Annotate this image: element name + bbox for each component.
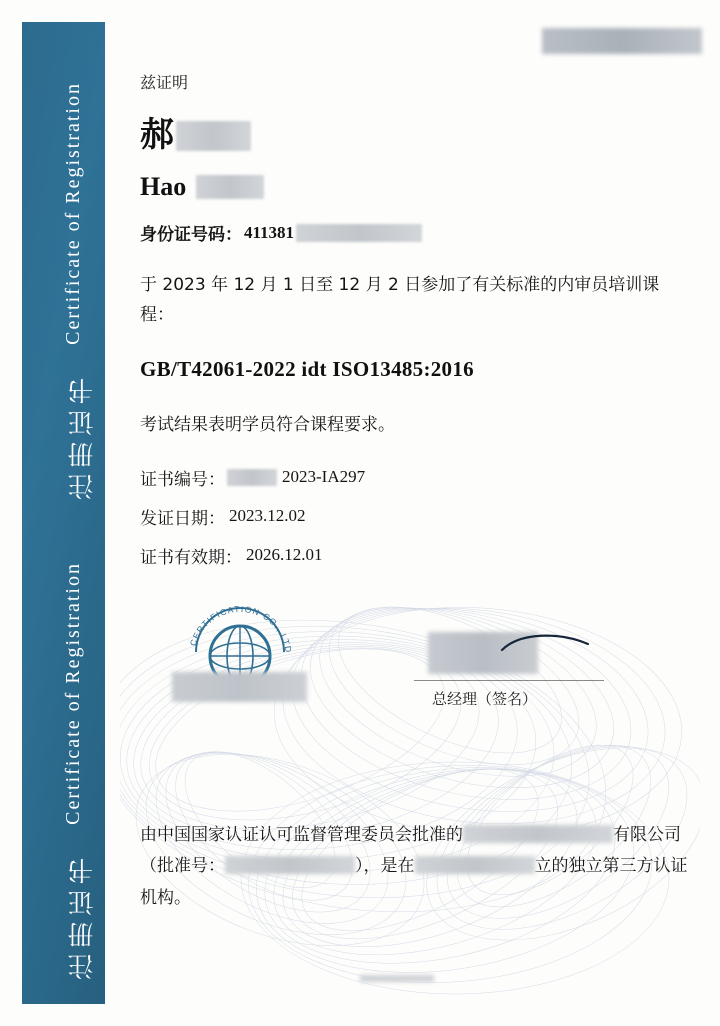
footer-part-5: 立的独立第三方认证机构。 bbox=[140, 856, 688, 908]
id-number-value: 411381 bbox=[244, 222, 295, 242]
recipient-name-chinese-text: 郝 bbox=[140, 115, 174, 155]
seal-redaction bbox=[172, 672, 307, 702]
valid-until-row bbox=[140, 543, 685, 568]
certificate-body bbox=[140, 70, 685, 582]
name-english-redaction bbox=[196, 175, 264, 199]
id-number-label: 身份证号码： bbox=[140, 225, 242, 246]
footer-redaction-1 bbox=[463, 825, 613, 843]
exam-result-line: 考试结果表明学员符合课程要求。 bbox=[140, 414, 395, 435]
hereby-certify-line: 兹证明 bbox=[140, 73, 189, 92]
valid-until-value: 2026.12.01 bbox=[246, 545, 323, 565]
header-redaction bbox=[542, 28, 702, 54]
footer-redaction-2 bbox=[225, 856, 355, 874]
certificate-number-row bbox=[140, 465, 685, 490]
recipient-name-english bbox=[140, 172, 685, 202]
footer-redaction-3 bbox=[415, 856, 535, 874]
bottom-smudge bbox=[360, 975, 434, 982]
valid-until-label: 证书有效期： bbox=[140, 547, 242, 568]
footer-part-1: 由中国国家认证认可监督管理委员会批准的 bbox=[140, 825, 463, 845]
issue-date-label: 发证日期： bbox=[140, 508, 225, 529]
seal-arc-text: CERTIFICATION CO., LTD bbox=[187, 603, 294, 655]
signature-rule bbox=[414, 680, 604, 681]
footer-part-2: 有 bbox=[613, 825, 630, 845]
band-chinese-bottom: 注册证书 bbox=[68, 852, 98, 980]
id-number-line bbox=[140, 220, 685, 245]
recipient-name-english-text: Hao bbox=[140, 172, 187, 202]
signature-stroke bbox=[500, 630, 596, 660]
issue-date-row bbox=[140, 504, 685, 529]
footer-paragraph bbox=[140, 820, 700, 914]
signature-label: 总经理（签名） bbox=[432, 690, 538, 708]
certificate-number-redaction bbox=[227, 469, 277, 486]
recipient-name-chinese bbox=[140, 117, 685, 154]
training-paragraph: 于 2023 年 12 月 1 日至 12 月 2 日参加了有关标准的内审员培训课程： bbox=[140, 275, 660, 326]
standard-name: GB/T42061-2022 idt ISO13485:2016 bbox=[140, 356, 474, 381]
certificate-number-value: 2023-IA297 bbox=[282, 467, 366, 487]
footer-part-3: 限公司（批准号： bbox=[140, 825, 681, 877]
name-chinese-redaction bbox=[176, 121, 251, 151]
left-blue-band bbox=[22, 22, 105, 1004]
issue-date-value: 2023.12.02 bbox=[229, 506, 306, 526]
footer-part-4: ），是在 bbox=[355, 856, 415, 877]
id-number-redaction bbox=[296, 224, 422, 242]
band-english-bottom: Certificate of Registration bbox=[62, 562, 84, 825]
certificate-number-label: 证书编号： bbox=[140, 469, 225, 490]
svg-text:CERTIFICATION CO., LTD bbox=[188, 604, 294, 654]
band-english-top: Certificate of Registration bbox=[62, 82, 84, 345]
band-chinese-top: 注册证书 bbox=[68, 372, 98, 500]
